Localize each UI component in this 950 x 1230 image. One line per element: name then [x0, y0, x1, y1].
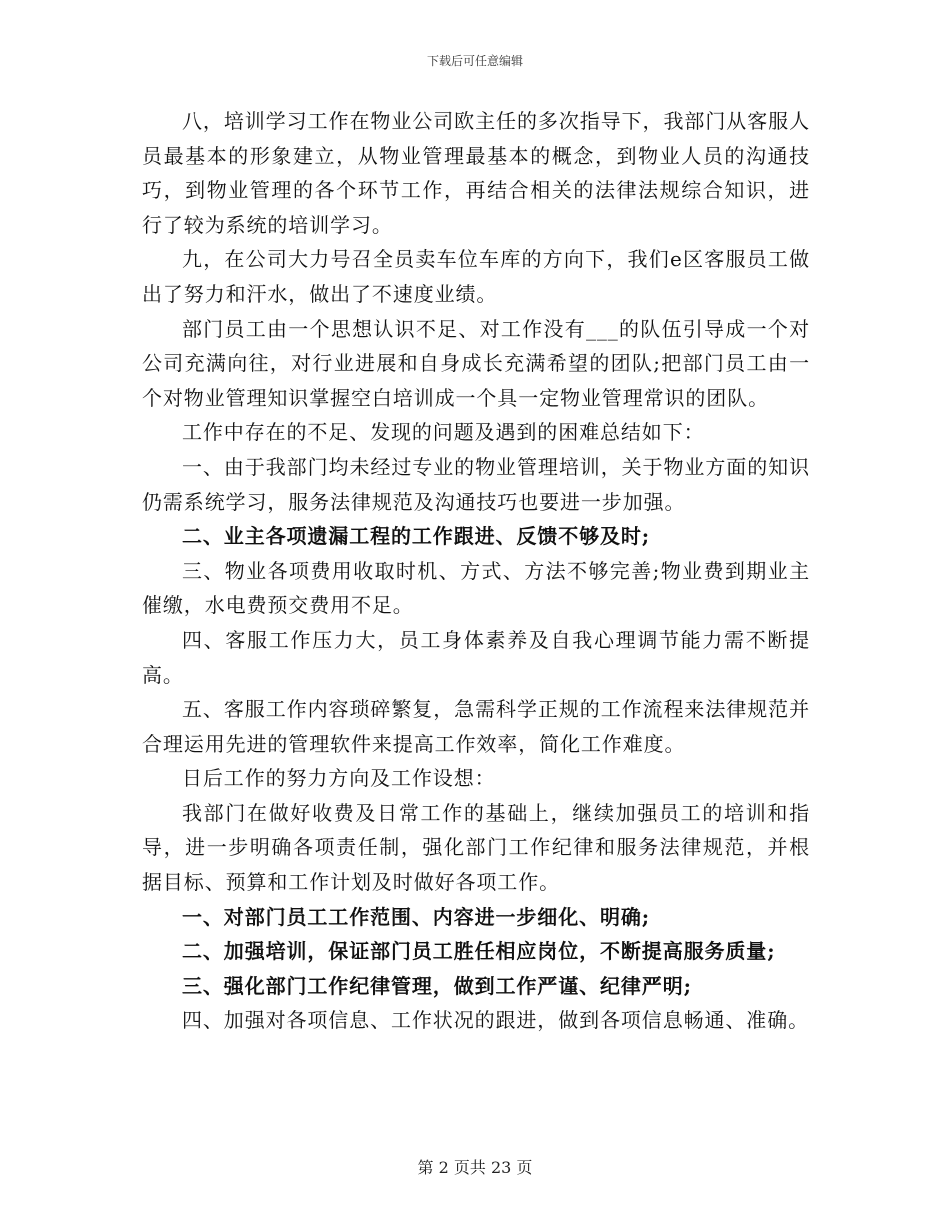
- paragraph: 日后工作的努力方向及工作设想：: [182, 766, 496, 791]
- paragraph: 四、客服工作压力大，员工身体素养及自我心理调节能力需不断提高。: [142, 627, 810, 687]
- paragraph: 八，培训学习工作在物业公司欧主任的多次指导下，我部门从客服人员最基本的形象建立，从物业管理最基本的概念，到物业人员的沟通技巧，到物业管理的各个环节工作，再结合相关的法律法规综合知识，进行了较为系统的培训学习。: [142, 109, 810, 237]
- page-footer: 第 2 页共 23 页: [417, 1158, 533, 1177]
- paragraph: 五、客服工作内容琐碎繁复，急需科学正规的工作流程来法律规范并合理运用先进的管理软件来提高工作效率，简化工作难度。: [142, 697, 810, 756]
- paragraph: 工作中存在的不足、发现的问题及遇到的困难总结如下：: [182, 420, 705, 445]
- paragraph: 三、物业各项费用收取时机、方式、方法不够完善;物业费到期业主催缴，水电费预交费用不足。: [142, 558, 810, 618]
- page-header: 下载后可任意编辑: [426, 54, 523, 68]
- paragraph-bold: 一、对部门员工工作范围、内容进一步细化、明确;: [182, 904, 651, 929]
- document-body: [142, 104, 810, 1038]
- paragraph-bold: 三、强化部门工作纪律管理，做到工作严谨、纪律严明;: [182, 973, 692, 998]
- paragraph-bold: 二、加强培训，保证部门员工胜任相应岗位，不断提高服务质量;: [182, 939, 776, 964]
- paragraph: 九，在公司大力号召全员卖车位车库的方向下，我们e区客服员工做出了努力和汗水，做出了不速度业绩。: [142, 247, 810, 306]
- paragraph: 四、加强对各项信息、工作状况的跟进，做到各项信息畅通、准确。: [182, 1008, 809, 1033]
- paragraph-bold: 二、业主各项遗漏工程的工作跟进、反馈不够及时;: [182, 524, 651, 549]
- paragraph: 一、由于我部门均未经过专业的物业管理培训，关于物业方面的知识仍需系统学习，服务法律规范及沟通技巧也要进一步加强。: [142, 454, 810, 514]
- paragraph: 部门员工由一个思想认识不足、对工作没有___的队伍引导成一个对公司充满向往，对行业进展和自身成长充满希望的团队;把部门员工由一个对物业管理知识掌握空白培训成一个具一定物业管理常识的团队。: [142, 316, 810, 410]
- paragraph: 我部门在做好收费及日常工作的基础上，继续加强员工的培训和指导，进一步明确各项责任制，强化部门工作纪律和服务法律规范，并根据目标、预算和工作计划及时做好各项工作。: [142, 800, 810, 895]
